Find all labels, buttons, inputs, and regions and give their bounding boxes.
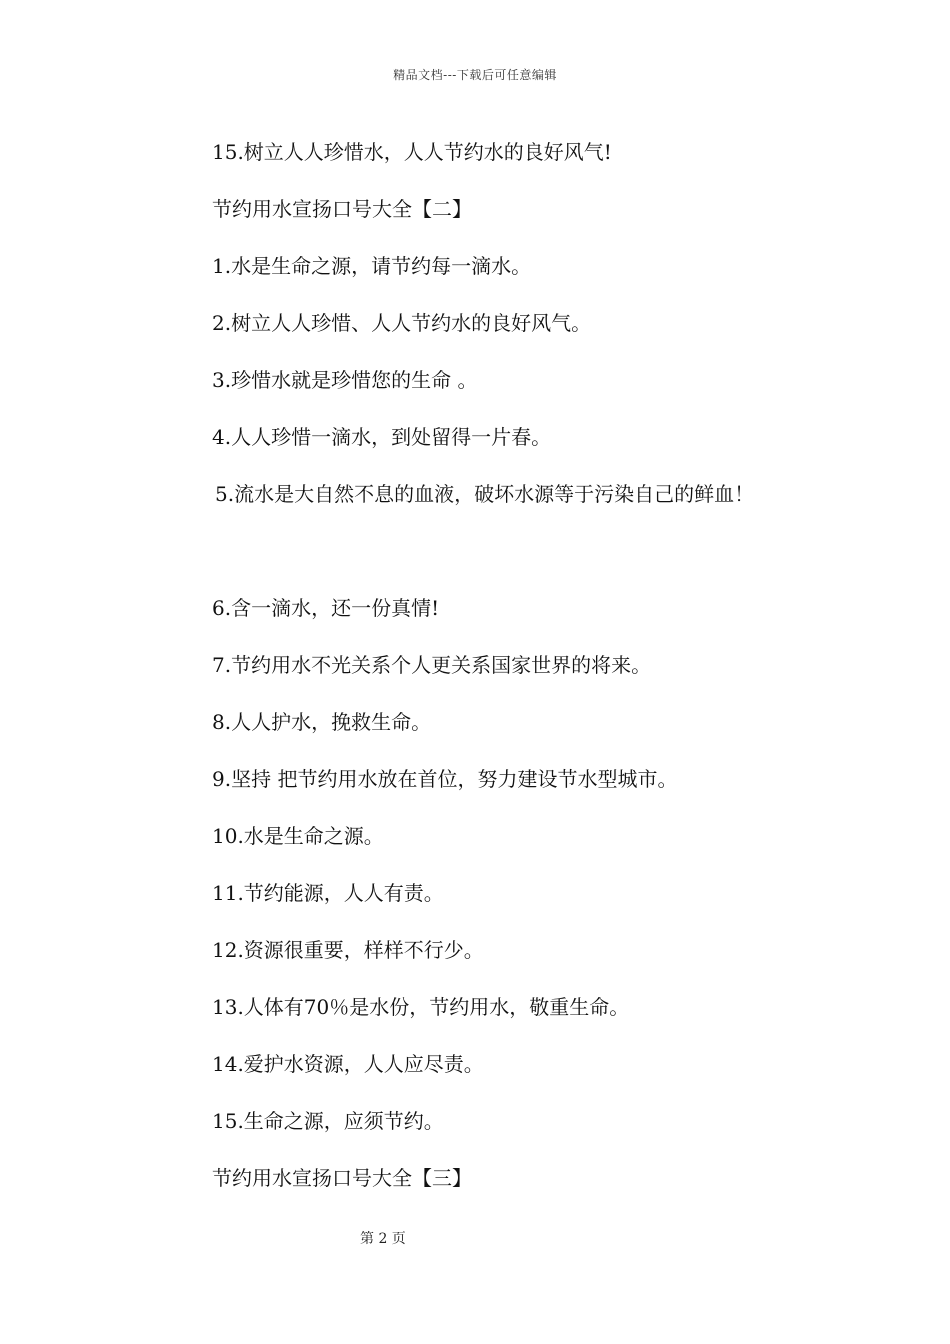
slogan-line: 11.节约能源，人人有责。 xyxy=(212,881,444,905)
page-header: 精品文档---下载后可任意编辑 xyxy=(393,68,557,82)
section-heading: 节约用水宣扬口号大全【三】 xyxy=(212,1166,472,1190)
slogan-line: 3.珍惜水就是珍惜您的生命 。 xyxy=(212,368,478,392)
section-heading: 节约用水宣扬口号大全【二】 xyxy=(212,197,472,221)
slogan-line: 15.生命之源，应须节约。 xyxy=(212,1109,444,1133)
slogan-line: 14.爱护水资源，人人应尽责。 xyxy=(212,1052,484,1076)
slogan-line: 10.水是生命之源。 xyxy=(212,824,384,848)
slogan-line: 9.坚持 把节约用水放在首位，努力建设节水型城市。 xyxy=(212,767,678,791)
slogan-line: 13.人体有70％是水份，节约用水，敬重生命。 xyxy=(212,995,630,1019)
page-number: 第 2 页 xyxy=(360,1231,406,1247)
slogan-line: 15.树立人人珍惜水，人人节约水的良好风气! xyxy=(212,140,612,164)
slogan-line: 1.水是生命之源，请节约每一滴水。 xyxy=(212,254,532,278)
slogan-line: 5.流水是大自然不息的血液，破坏水源等于污染自己的鲜血！ xyxy=(215,482,755,506)
slogan-line: 12.资源很重要，样样不行少。 xyxy=(212,938,484,962)
slogan-line: 8.人人护水，挽救生命。 xyxy=(212,710,432,734)
slogan-line: 2.树立人人珍惜、人人节约水的良好风气。 xyxy=(212,311,592,335)
slogan-line: 6.含一滴水，还一份真情! xyxy=(212,596,440,620)
slogan-line: 4.人人珍惜一滴水，到处留得一片春。 xyxy=(212,425,552,449)
slogan-line: 7.节约用水不光关系个人更关系国家世界的将来。 xyxy=(212,653,652,677)
